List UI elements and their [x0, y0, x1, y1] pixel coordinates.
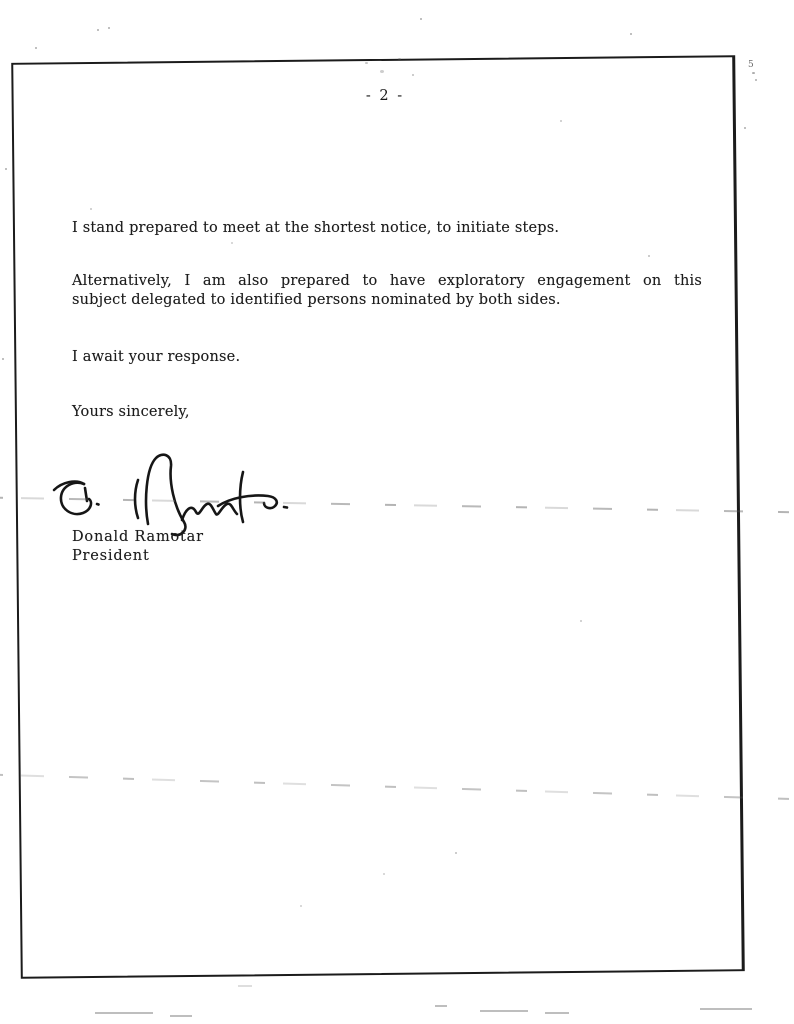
page-number: - 2 - — [365, 88, 405, 104]
closing-salutation: Yours sincerely, — [72, 404, 190, 420]
paragraph-1: I stand prepared to meet at the shortest notice, to initiate steps. — [72, 220, 560, 236]
signer-title: President — [72, 548, 150, 564]
signer-name: Donald Ramotar — [72, 529, 204, 545]
paragraph-2-line-2: subject delegated to identified persons nominated by both sides. — [72, 292, 561, 308]
paragraph-2-line-1: Alternatively, I am also prepared to have exploratory engagement on this — [72, 273, 702, 289]
paragraph-2 — [72, 272, 702, 310]
paragraph-3: I await your response. — [72, 349, 241, 365]
scan-smudge-mark: 5 — [748, 60, 754, 70]
scan-artifact-line-2 — [0, 774, 794, 801]
